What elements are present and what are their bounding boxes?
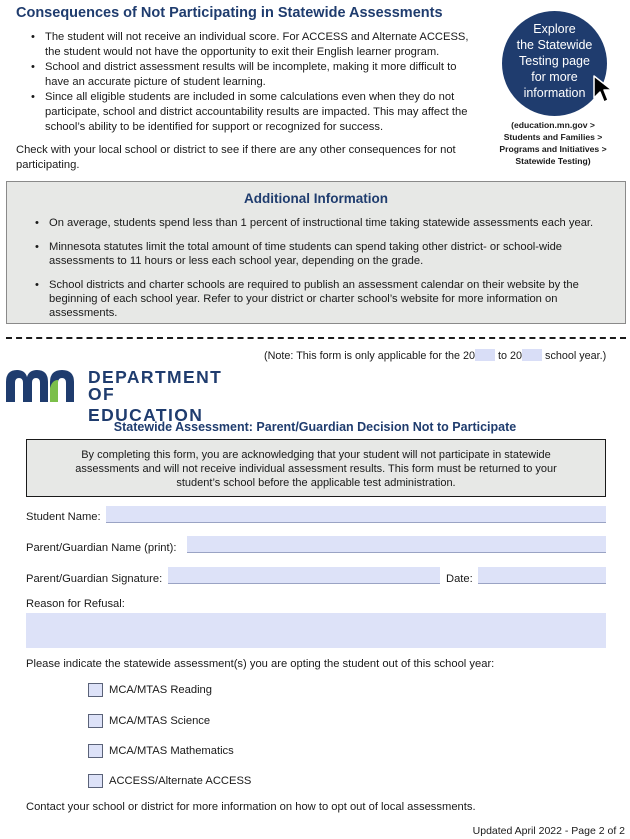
additional-information-box bbox=[6, 181, 626, 324]
consequence-bullet: • School and district assessment results will be incomplete, making it more difficult to have an accurate picture of student learning. bbox=[28, 60, 473, 90]
explore-path-line: Statewide Testing) bbox=[515, 156, 591, 166]
date-field[interactable] bbox=[478, 567, 606, 584]
contact-note: Contact your school or district for more information on how to opt out of local assessments. bbox=[26, 801, 476, 813]
signature-field[interactable] bbox=[168, 567, 440, 584]
consequence-bullet: • The student will not receive an individual score. For ACCESS and Alternate ACCESS, the student would not have the opportunity to exit their English learner program. bbox=[28, 30, 473, 60]
note-text: to 20 bbox=[495, 350, 523, 362]
explore-line: for more bbox=[531, 70, 578, 84]
acknowledgement-box: By completing this form, you are acknowledging that your student will not participate in statewide assessments and will not receive individual assessment results. This form must be returned to your student’s school before the applicable test administration. bbox=[26, 439, 606, 497]
note-text: school year.) bbox=[542, 350, 607, 362]
explore-path-text bbox=[492, 119, 614, 167]
info-bullet: • School districts and charter schools are required to publish an assessment calendar on their website by the beginning of each school year. Refer to your district or charter school’s website for more information on assessments. bbox=[35, 278, 615, 320]
mouse-pointer-icon bbox=[592, 74, 616, 104]
explore-line: information bbox=[523, 86, 586, 100]
explore-path-line: (education.mn.gov > bbox=[511, 120, 595, 130]
checkbox[interactable] bbox=[88, 774, 103, 788]
option-label: ACCESS/Alternate ACCESS bbox=[109, 775, 252, 787]
consequences-list bbox=[28, 30, 473, 135]
mn-logo-mark-icon bbox=[6, 368, 82, 402]
checkbox[interactable] bbox=[88, 714, 103, 728]
school-year-note bbox=[264, 349, 606, 362]
consequence-bullet: • Since all eligible students are included in some calculations even when they do not participate, school and district accountability results are impacted. This may affect the school’s ability to be identified for support or recognized for success. bbox=[28, 90, 473, 135]
note-text: (Note: This form is only applicable for the 20 bbox=[264, 350, 476, 362]
info-bullet: • Minnesota statutes limit the total amount of time students can spend taking other district- or school-wide assessments to 11 hours or less each school year, depending on the grade. bbox=[35, 240, 615, 268]
end-year-field[interactable] bbox=[522, 349, 542, 361]
explore-path-line: Programs and Initiatives > bbox=[499, 144, 607, 154]
option-label: MCA/MTAS Mathematics bbox=[109, 745, 234, 757]
explore-line: Testing page bbox=[519, 54, 590, 68]
logo-text-department: DEPARTMENT bbox=[88, 367, 223, 387]
student-name-label: Student Name: bbox=[26, 511, 101, 523]
parent-name-field[interactable] bbox=[187, 536, 606, 553]
info-bullet: • On average, students spend less than 1 percent of instructional time taking statewide assessments each year. bbox=[35, 216, 615, 230]
explore-line: the Statewide bbox=[516, 38, 593, 52]
opt-out-prompt: Please indicate the statewide assessment(s) you are opting the student out of this school year: bbox=[26, 658, 495, 670]
additional-information-list bbox=[35, 216, 615, 330]
option-label: MCA/MTAS Reading bbox=[109, 684, 212, 696]
explore-path-line: Students and Families > bbox=[503, 132, 603, 142]
student-name-field[interactable] bbox=[106, 506, 606, 523]
additional-information-title: Additional Information bbox=[244, 191, 388, 206]
check-with-school-text: Check with your local school or district to see if there are any other consequences for not participating. bbox=[16, 144, 456, 171]
consequences-title: Consequences of Not Participating in Statewide Assessments bbox=[16, 5, 443, 21]
reason-label: Reason for Refusal: bbox=[26, 598, 125, 610]
checkbox[interactable] bbox=[88, 683, 103, 697]
mn-department-of-education-logo bbox=[6, 366, 236, 425]
signature-label: Parent/Guardian Signature: bbox=[26, 573, 163, 585]
parent-name-label: Parent/Guardian Name (print): bbox=[26, 542, 177, 554]
checkbox[interactable] bbox=[88, 744, 103, 758]
date-label: Date: bbox=[446, 573, 473, 585]
footer-updated: Updated April 2022 - Page 2 of 2 bbox=[472, 825, 625, 837]
dashed-cut-line bbox=[6, 337, 626, 339]
reason-for-refusal-field[interactable] bbox=[26, 613, 606, 648]
explore-line: Explore bbox=[533, 22, 576, 36]
start-year-field[interactable] bbox=[475, 349, 495, 361]
form-title: Statewide Assessment: Parent/Guardian Decision Not to Participate bbox=[113, 420, 517, 434]
option-label: MCA/MTAS Science bbox=[109, 715, 211, 727]
logo-text-of-education: OF EDUCATION bbox=[88, 384, 204, 425]
